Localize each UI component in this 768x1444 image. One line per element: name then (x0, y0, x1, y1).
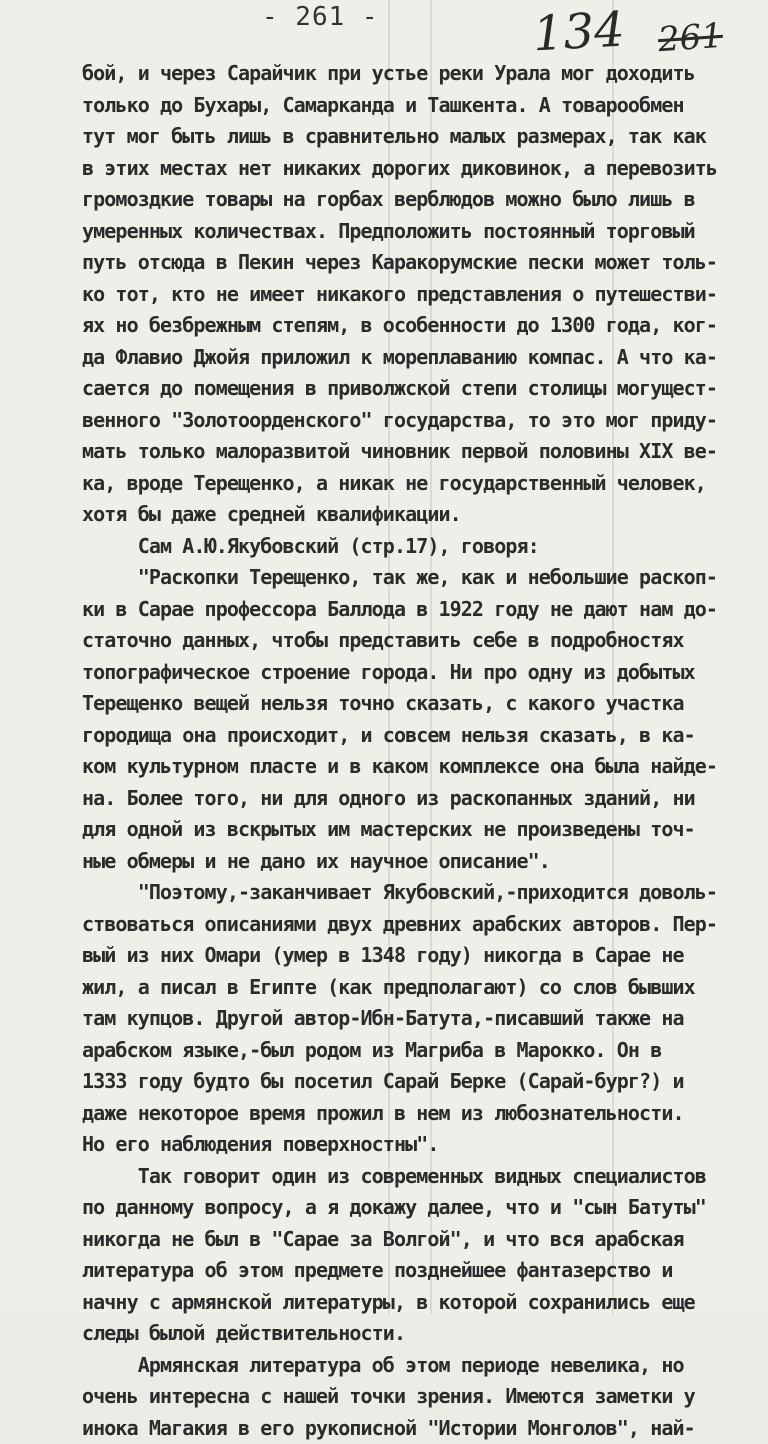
body-text (82, 58, 768, 1444)
text-line: арабском языке,-был родом из Магриба в Марокко. Он в (82, 1035, 768, 1067)
text-line: умеренных количествах. Предположить постоянный торговый (82, 216, 768, 248)
text-line: вый из них Омари (умер в 1348 году) никогда в Сарае не (82, 940, 768, 972)
text-line: "Поэтому,-заканчивает Якубовский,-приходится доволь- (82, 877, 768, 909)
text-line: начну с армянской литературы, в которой сохранились еще (82, 1287, 768, 1319)
text-line: следы былой действительности. (82, 1318, 768, 1350)
text-line: для одной из вскрытых им мастерских не произведены точ- (82, 814, 768, 846)
text-line: статочно данных, чтобы представить себе в подробностях (82, 625, 768, 657)
text-line: Но его наблюдения поверхностны". (82, 1129, 768, 1161)
text-line: 1333 году будто бы посетил Сарай Берке (Сарай-бург?) и (82, 1066, 768, 1098)
text-line: по данному вопросу, а я докажу далее, что и "сын Батуты" (82, 1192, 768, 1224)
text-line: ком культурном пласте и в каком комплексе она была найде- (82, 751, 768, 783)
text-line: городища она происходит, и совсем нельзя сказать, в ка- (82, 720, 768, 752)
text-line: там купцов. Другой автор-Ибн-Батута,-писавший также на (82, 1003, 768, 1035)
text-line: ки в Сарае профессора Баллода в 1922 году не дают нам до- (82, 594, 768, 626)
text-line: литература об этом предмете позднейшее фантазерство и (82, 1255, 768, 1287)
text-line: даже некоторое время прожил в нем из любознательности. (82, 1098, 768, 1130)
text-line: топографическое строение города. Ни про одну из добытых (82, 657, 768, 689)
text-line: бой, и через Сарайчик при устье реки Урала мог доходить (82, 58, 768, 90)
text-line: "Раскопки Терещенко, так же, как и небольшие раскоп- (82, 562, 768, 594)
handwritten-page-number: 134 (532, 2, 626, 63)
text-line: ствоваться описаниями двух древних арабских авторов. Пер- (82, 909, 768, 941)
text-line: только до Бухары, Самарканда и Ташкента. А товарообмен (82, 90, 768, 122)
text-line: ко тот, кто не имеет никакого представления о путешестви- (82, 279, 768, 311)
text-line: инока Магакия в его рукописной "Истории Монголов", най- (82, 1413, 768, 1444)
text-line: хотя бы даже средней квалификации. (82, 499, 768, 531)
text-line: Армянская литература об этом периоде невелика, но (82, 1350, 768, 1382)
text-line: громоздкие товары на горбах верблюдов можно было лишь в (82, 184, 768, 216)
text-line: жил, а писал в Египте (как предполагают) со слов бывших (82, 972, 768, 1004)
text-line: Так говорит один из современных видных специалистов (82, 1161, 768, 1193)
text-line: ях но безбрежным степям, в особенности до 1300 года, ког- (82, 310, 768, 342)
page-number: - 261 - (262, 2, 379, 32)
text-line: мать только малоразвитой чиновник первой половины XIX ве- (82, 436, 768, 468)
text-line: ка, вроде Терещенко, а никак не государственный человек, (82, 468, 768, 500)
text-line: в этих местах нет никаких дорогих диковинок, а перевозить (82, 153, 768, 185)
handwritten-crossed-number: 261 (657, 16, 725, 60)
text-line: сается до помещения в приволжской степи столицы могущест- (82, 373, 768, 405)
text-line: тут мог быть лишь в сравнительно малых размерах, так как (82, 121, 768, 153)
text-line: на. Более того, ни для одного из раскопанных зданий, ни (82, 783, 768, 815)
text-line: ные обмеры и не дано их научное описание". (82, 846, 768, 878)
text-line: да Флавио Джойя приложил к мореплаванию компас. А что ка- (82, 342, 768, 374)
text-line: Терещенко вещей нельзя точно сказать, с какого участка (82, 688, 768, 720)
text-line: венного "Золотоорденского" государства, то это мог приду- (82, 405, 768, 437)
text-line: очень интересна с нашей точки зрения. Имеются заметки у (82, 1381, 768, 1413)
text-line: никогда не был в "Сарае за Волгой", и что вся арабская (82, 1224, 768, 1256)
text-line: путь отсюда в Пекин через Каракорумские пески может толь- (82, 247, 768, 279)
text-line: Сам А.Ю.Якубовский (стр.17), говоря: (82, 531, 768, 563)
